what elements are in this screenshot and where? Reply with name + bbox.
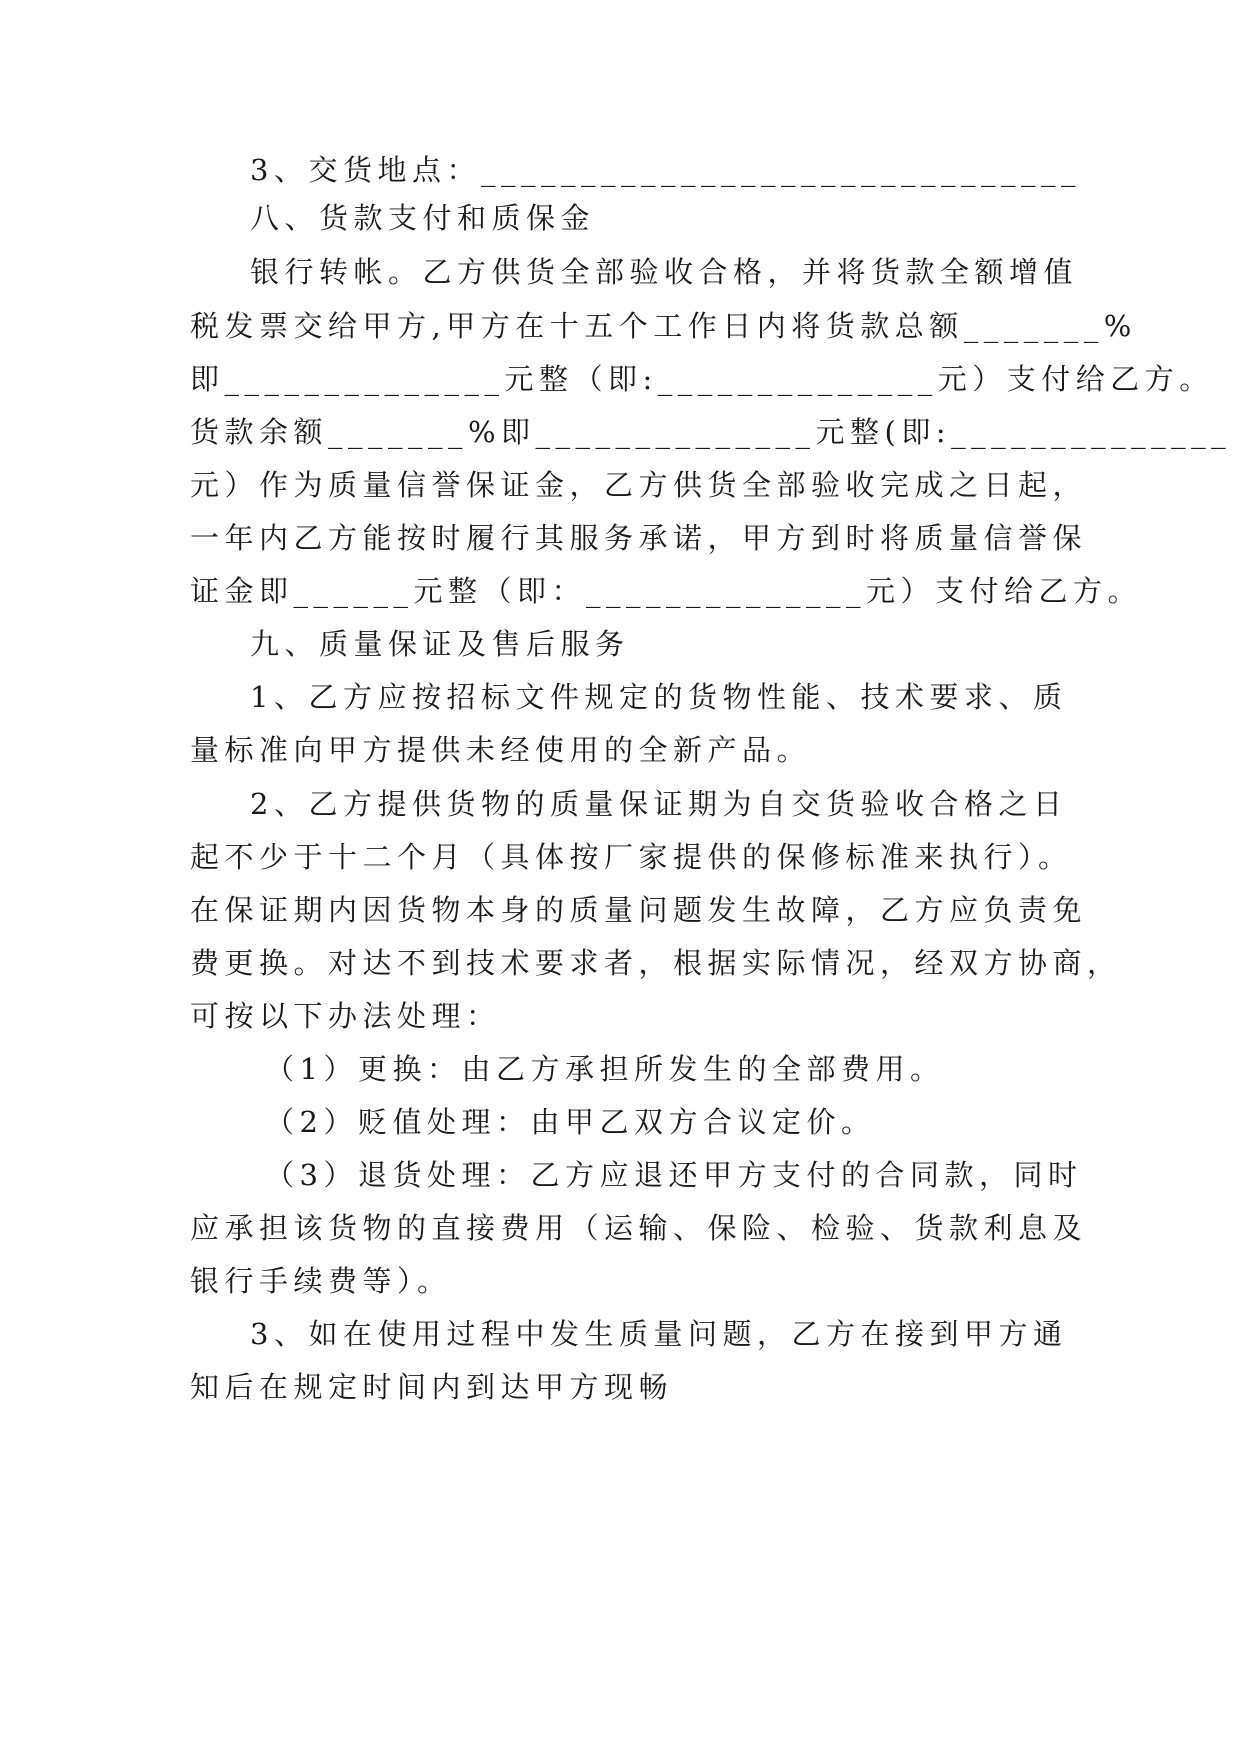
- clause-2-line: 可按以下办法处理：: [190, 999, 501, 1033]
- remedy-1-line: （1）更换：由乙方承担所发生的全部费用。: [265, 1052, 945, 1086]
- clause-3-line: 3、如在使用过程中发生质量问题，乙方在接到甲方通: [250, 1317, 1068, 1351]
- payment-paragraph-line: 即______________元整（即:______________元）支付给乙方。: [190, 362, 1214, 396]
- clause-2-line: 费更换。对达不到技术要求者，根据实际情况，经双方协商，: [190, 946, 1122, 980]
- remedy-2-line: （2）贬值处理：由甲乙双方合议定价。: [265, 1105, 876, 1139]
- payment-paragraph-line: 税发票交给甲方,甲方在十五个工作日内将货款总额_______%: [190, 309, 1137, 343]
- clause-2-line: 2、乙方提供货物的质量保证期为自交货验收合格之日: [250, 787, 1068, 821]
- remedy-3-line: 应承担该货物的直接费用（运输、保险、检验、货款利息及: [190, 1211, 1088, 1245]
- payment-paragraph-line: 一年内乙方能按时履行其服务承诺，甲方到时将质量信誉保: [190, 521, 1088, 555]
- delivery-location-line: 3、交货地点：______________________________: [250, 153, 1081, 187]
- clause-2-line: 起不少于十二个月（具体按厂家提供的保修标准来执行）。: [190, 840, 1073, 874]
- payment-paragraph-line: 银行转帐。乙方供货全部验收合格，并将货款全额增值: [250, 255, 1079, 289]
- remedy-3-line: 银行手续费等）。: [190, 1264, 452, 1298]
- payment-paragraph-line: 货款余额_______%即______________元整(即:______________: [190, 415, 1232, 449]
- clause-2-line: 在保证期内因货物本身的质量问题发生故障，乙方应负责免: [190, 893, 1088, 927]
- remedy-3-line: （3）退货处理：乙方应退还甲方支付的合同款，同时: [265, 1158, 1083, 1192]
- payment-paragraph-line: 证金即______元整（即：______________元）支付给乙方。: [190, 574, 1143, 608]
- clause-1-line: 1、乙方应按招标文件规定的货物性能、技术要求、质: [250, 680, 1068, 714]
- clause-3-line: 知后在规定时间内到达甲方现畅: [190, 1370, 674, 1404]
- section-8-heading: 八、货款支付和质保金: [250, 201, 596, 235]
- section-9-heading: 九、质量保证及售后服务: [250, 627, 630, 661]
- payment-paragraph-line: 元）作为质量信誉保证金，乙方供货全部验收完成之日起，: [190, 468, 1088, 502]
- clause-1-line: 量标准向甲方提供未经使用的全新产品。: [190, 733, 812, 767]
